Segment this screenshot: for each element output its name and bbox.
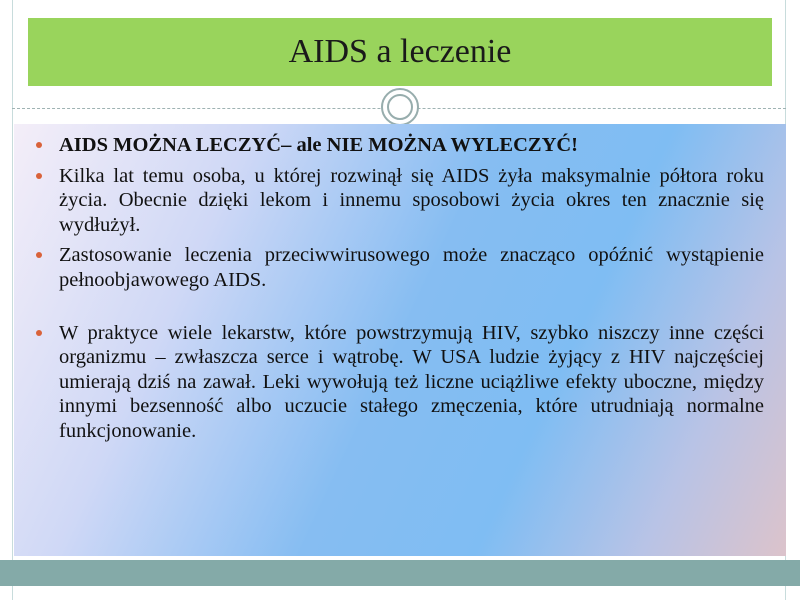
bullet-dot-icon xyxy=(36,173,42,179)
title-bar xyxy=(28,18,772,86)
bullet-item xyxy=(34,243,764,292)
bullet-item xyxy=(34,321,764,444)
bullet-item xyxy=(34,164,764,238)
slide-title: AIDS a leczenie xyxy=(288,33,512,70)
bullet-dot-icon xyxy=(36,330,42,336)
bullet-list xyxy=(34,133,764,450)
bullet-item xyxy=(34,133,764,158)
bottom-bar xyxy=(0,560,800,586)
bullet-text: Zastosowanie leczenia przeciwwirusowego może znacząco opóźnić wystąpienie pełnoobjawowego AIDS. xyxy=(59,244,764,291)
bullet-text: Kilka lat temu osoba, u której rozwinął się AIDS żyła maksymalnie półtora roku życia. Obecnie dzięki lekom i innemu sposobowi życia okres ten znacznie się wydłużył. xyxy=(59,164,764,236)
divider-ornament xyxy=(381,88,419,126)
bullet-dot-icon xyxy=(36,142,42,148)
bullet-dot-icon xyxy=(36,252,42,258)
bullet-text: W praktyce wiele lekarstw, które powstrzymują HIV, szybko niszczy inne części organizmu – zwłaszcza serce i wątrobę. W USA ludzie żyjący z HIV najczęściej umierają dziś na zawał. Leki wywołują też liczne uciążliwe efekty uboczne, między innymi bezsenność albo uczucie stałego zmęczenia, które utrudniają normalne funkcjonowanie. xyxy=(59,321,764,442)
bullet-text: AIDS MOŻNA LECZYĆ– ale NIE MOŻNA WYLECZYĆ! xyxy=(59,134,579,156)
